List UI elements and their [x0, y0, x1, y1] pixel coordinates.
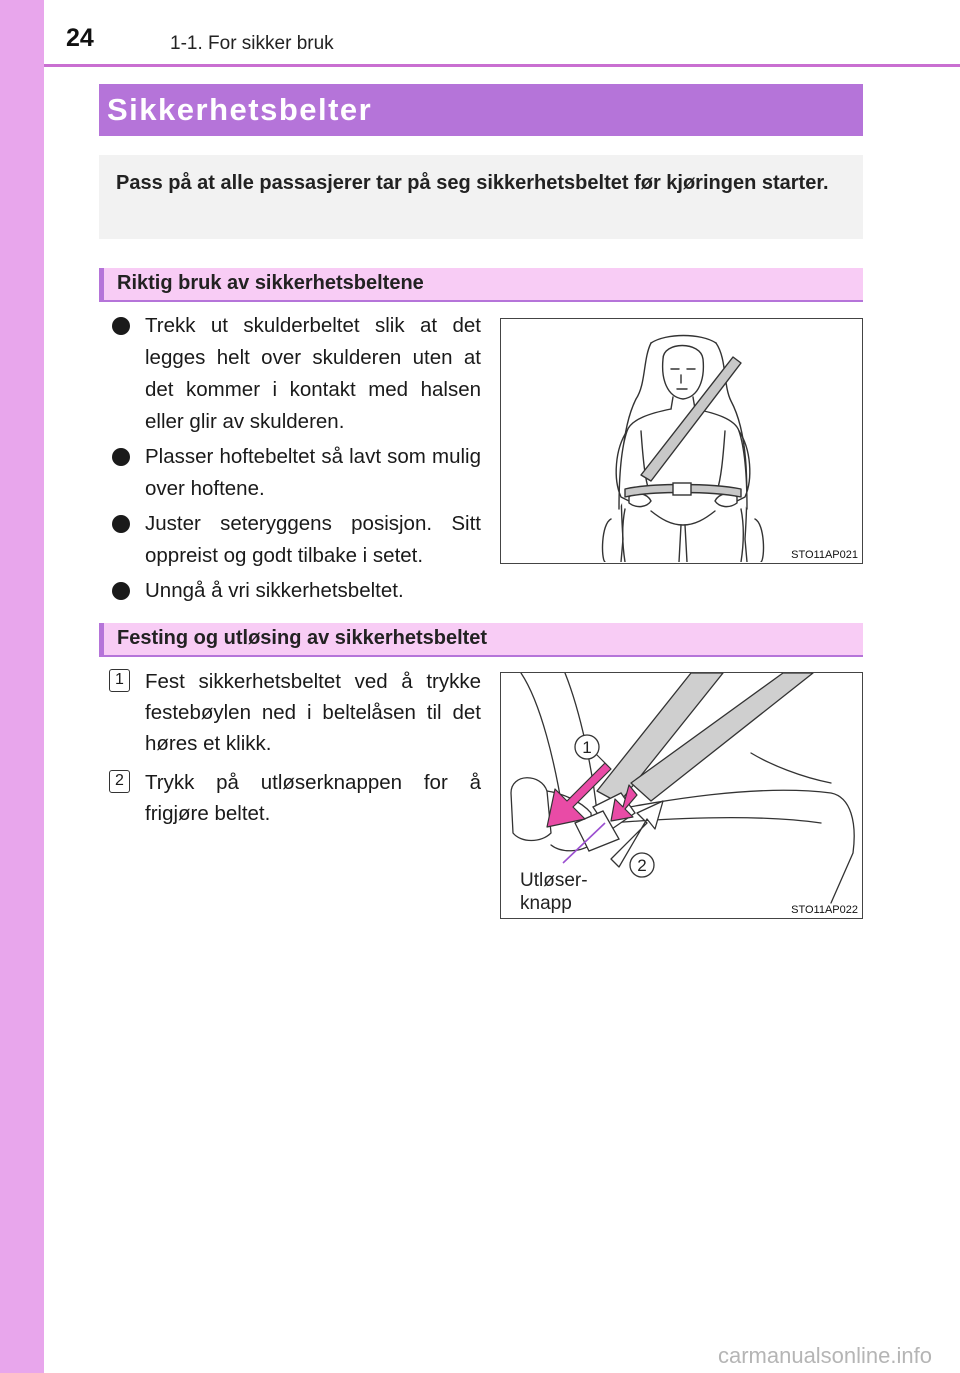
header-divider — [44, 64, 960, 67]
page-title: Sikkerhetsbelter — [107, 92, 373, 127]
list-item: Unngå å vri sikkerhetsbeltet. — [99, 575, 481, 607]
subheading-fastening-label: Festing og utløsing av sikkerhetsbeltet — [117, 627, 488, 649]
subheading-correct-use — [99, 268, 863, 302]
callout-1: 1 — [582, 738, 592, 757]
release-button-label: Utløser- knapp — [520, 870, 588, 914]
section-heading: 1-1. For sikker bruk — [170, 33, 334, 54]
figure-code: STO11AP022 — [791, 904, 858, 916]
side-tab — [0, 0, 44, 1373]
page-number: 24 — [66, 24, 94, 52]
intro-box — [99, 155, 863, 239]
bullet-icon — [112, 582, 130, 600]
subheading-fastening — [99, 623, 863, 657]
list-item: 2 Trykk på utløserknappen for å frigjøre beltet. — [99, 767, 481, 829]
list-item: Juster seteryggens posisjon. Sitt oppreist og godt tilbake i setet. — [99, 508, 481, 572]
bullet-icon — [112, 515, 130, 533]
step-list — [99, 666, 481, 837]
bullet-icon — [112, 448, 130, 466]
seated-person-figure — [500, 318, 863, 564]
callout-2: 2 — [637, 856, 647, 875]
seated-person-illustration — [501, 319, 861, 562]
watermark: carmanualsonline.info — [717, 1343, 932, 1368]
list-item: Plasser hoftebeltet så lavt som mulig over hoftene. — [99, 441, 481, 505]
bullet-icon — [112, 317, 130, 335]
list-item: Trekk ut skulderbeltet slik at det legges helt over skulderen uten at det kommer i kontakt med halsen eller glir av skulderen. — [99, 310, 481, 438]
title-bar — [99, 84, 863, 136]
step-number-badge: 1 — [109, 669, 130, 692]
list-item: 1 Fest sikkerhetsbeltet ved å trykke festebøylen ned i beltelåsen til det høres et klikk. — [99, 666, 481, 759]
step-number-badge: 2 — [109, 770, 130, 793]
subheading-correct-use-label: Riktig bruk av sikkerhetsbeltene — [117, 272, 424, 294]
bullet-list — [99, 310, 481, 610]
intro-text: Pass på at alle passasjerer tar på seg sikkerhetsbeltet før kjøringen starter. — [116, 172, 829, 194]
figure-code: STO11AP021 — [791, 549, 858, 561]
buckle-figure — [500, 672, 863, 919]
